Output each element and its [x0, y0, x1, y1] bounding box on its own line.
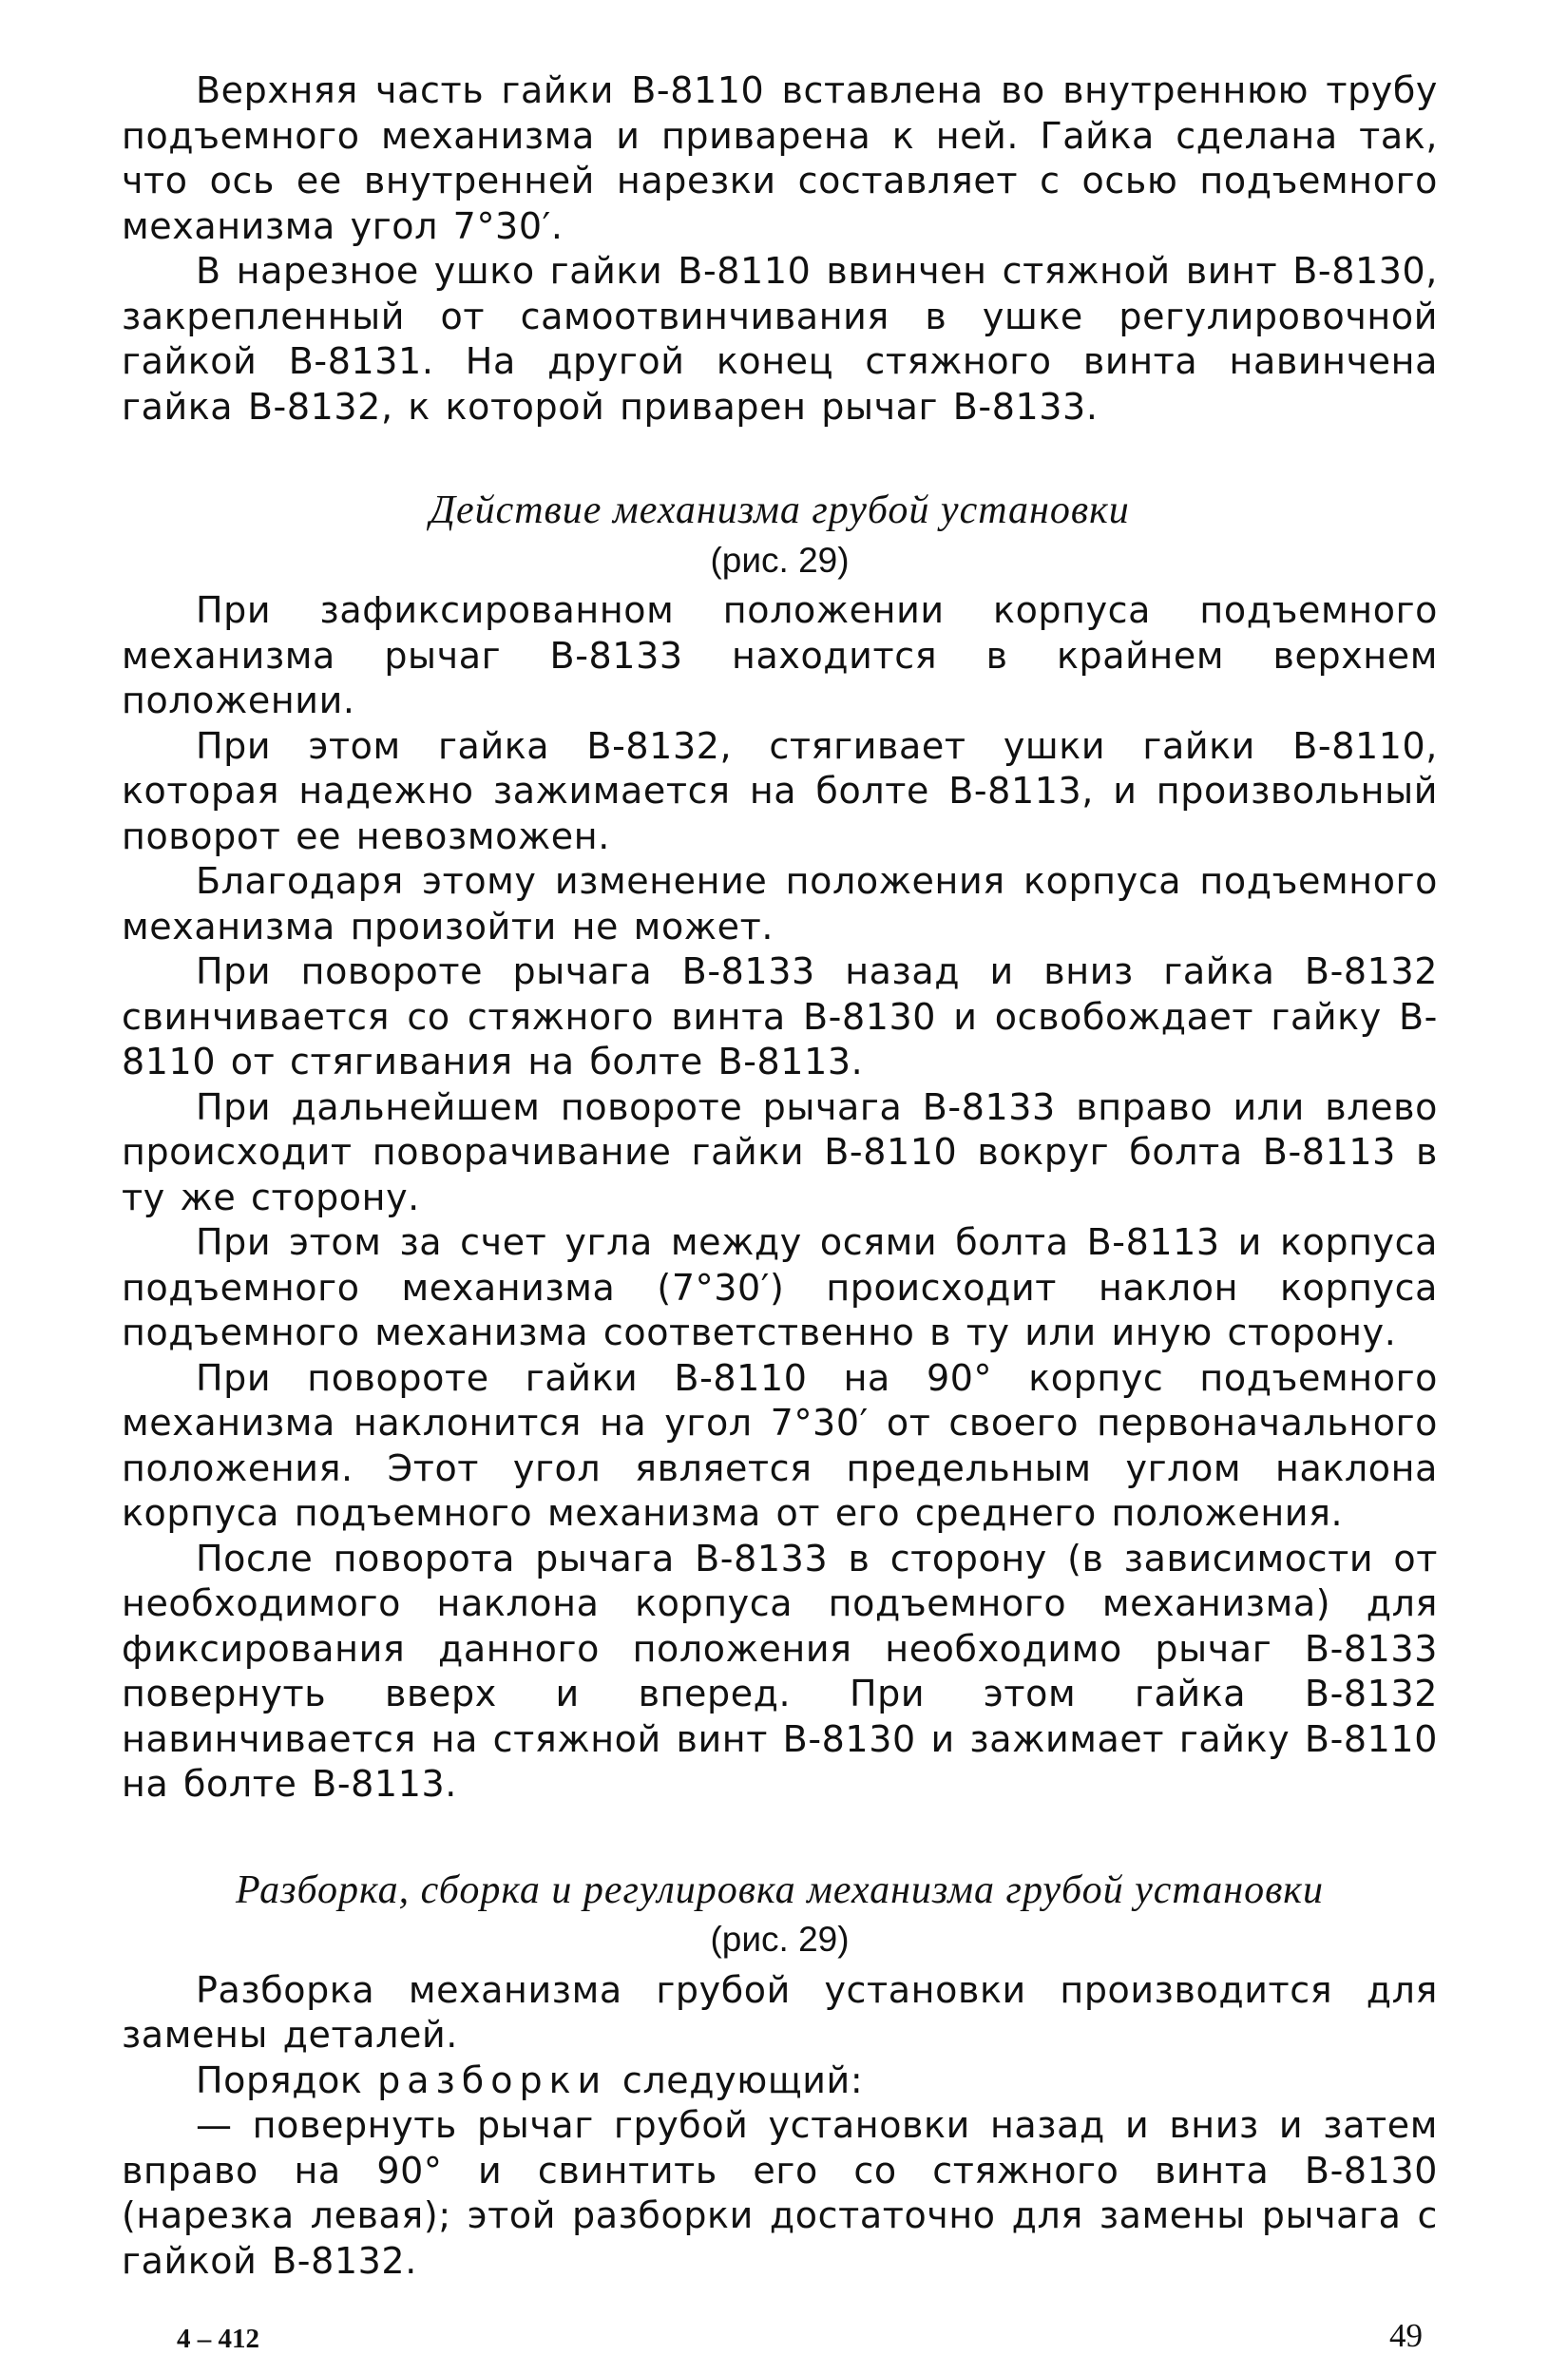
step-item: — повернуть рычаг грубой установки назад и вниз и затем вправо на 90° и свинтить его со стяжного винта B-8130 (нарезка левая); этой разборки достаточно для замены рычага с гайкой B-8132.	[122, 2104, 1438, 2282]
order-spaced-word: разборки	[377, 2058, 608, 2101]
order-suffix: следующий:	[607, 2058, 864, 2101]
paragraph: Благодаря этому изменение положения корпуса подъемного механизма произойти не может.	[122, 860, 1438, 948]
order-heading	[122, 2058, 1438, 2104]
paragraph: При дальнейшем повороте рычага B-8133 вправо или влево происходит поворачивание гайки B-8110 вокруг болта B-8113 в ту же сторону.	[122, 1085, 1438, 1218]
paragraph: При повороте рычага B-8133 назад и вниз гайка B-8132 свинчивается со стяжного винта B-8130 и освобождает гайку B-8110 от стягивания на болте B-8113.	[122, 950, 1438, 1082]
printer-signature: 4 – 412	[177, 2324, 259, 2354]
paragraph: После поворота рычага B-8133 в сторону (в зависимости от необходимого наклона корпуса подъемного механизма) для фиксирования данного положения необходимо рычаг B-8133 повернуть вверх и вперед. При этом гайка B-8132 навинчивается на стяжной винт B-8130 и зажимает гайку B-8110 на болте B-8113.	[122, 1537, 1438, 1805]
figure-reference: (рис. 29)	[710, 540, 850, 580]
paragraph: При этом гайка B-8132, стягивает ушки гайки B-8110, которая надежно зажимается на болте B-8113, и произвольный поворот ее невозможен.	[122, 724, 1438, 857]
section-disassembly	[122, 1868, 1438, 2285]
intro-block	[122, 68, 1438, 430]
paragraph: Верхняя часть гайки B-8110 вставлена во внутреннюю трубу подъемного механизма и приварена к ней. Гайка сделана так, что ось ее внутренней нарезки составляет с осью подъемного механизма угол 7°30′.	[122, 69, 1438, 247]
paragraph: При зафиксированном положении корпуса подъемного механизма рычаг B-8133 находится в крайнем верхнем положении.	[122, 589, 1438, 721]
section-title: Разборка, сборка и регулировка механизма грубой установки	[236, 1867, 1324, 1912]
section-body	[122, 588, 1438, 1808]
paragraph: При этом за счет угла между осями болта B-8113 и корпуса подъемного механизма (7°30′) происходит наклон корпуса подъемного механизма соответственно в ту или иную сторону.	[122, 1221, 1438, 1353]
text-column	[122, 68, 1438, 2284]
section-action	[122, 488, 1438, 1808]
paragraph: Разборка механизма грубой установки производится для замены деталей.	[122, 1968, 1438, 2056]
order-prefix: Порядок	[196, 2058, 378, 2101]
page-number: 49	[1389, 2317, 1423, 2354]
paragraph: При повороте гайки B-8110 на 90° корпус подъемного механизма наклонится на угол 7°30′ от своего первоначального положения. Этот угол является предельным углом наклона корпуса подъемного механизма от его среднего положения.	[122, 1356, 1438, 1534]
paragraph: В нарезное ушко гайки B-8110 ввинчен стяжной винт B-8130, закрепленный от самоотвинчивания в ушке регулировочной гайкой B-8131. На другой конец стяжного винта навинчена гайка B-8132, к которой приварен рычаг B-8133.	[122, 250, 1438, 428]
figure-reference: (рис. 29)	[710, 1920, 850, 1959]
section-title: Действие механизма грубой установки	[430, 488, 1130, 532]
